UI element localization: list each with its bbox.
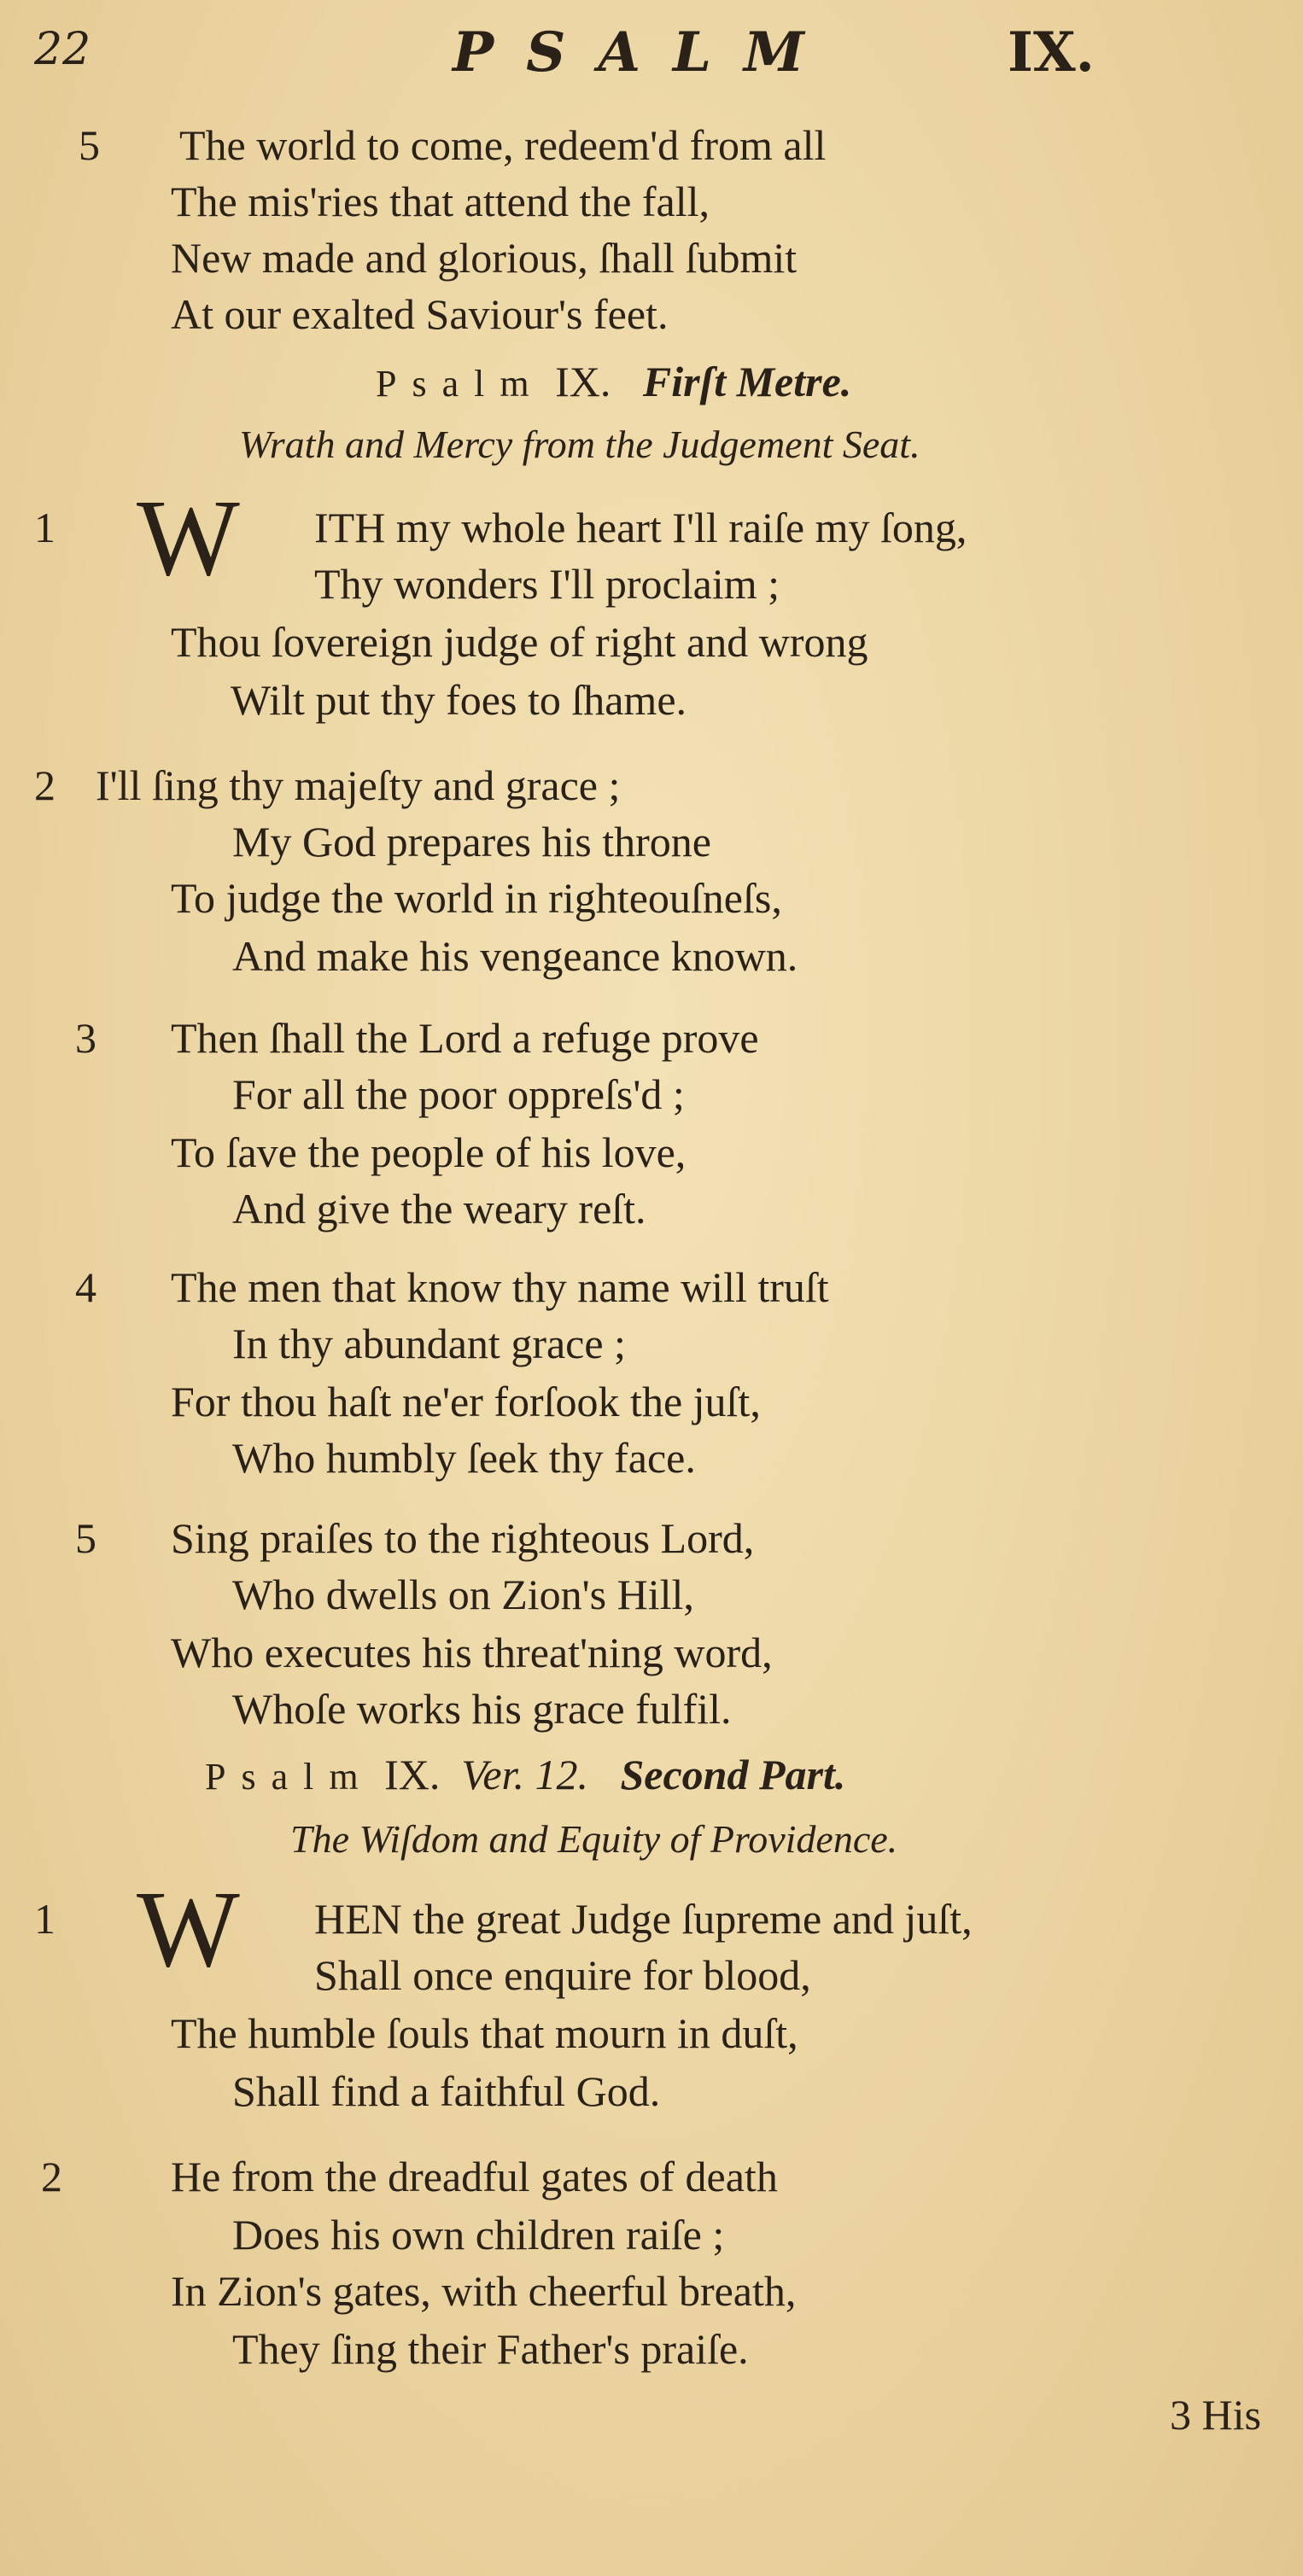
verse-line: The humble ſouls that mourn in duſt, [171, 2009, 798, 2057]
verse-line: In thy abundant grace ; [232, 1320, 626, 1367]
verse-line: Who executes his threat'ning word, [171, 1629, 773, 1676]
psalm-subtitle: Wrath and Mercy from the Judgement Seat. [239, 423, 920, 466]
verse-line: To judge the world in righteouſneſs, [171, 874, 782, 922]
verse-line: Whoſe works his grace fulfil. [232, 1685, 732, 1733]
verse-line: Shall once enquire for blood, [314, 1951, 811, 1999]
verse-line: For thou haſt ne'er forſook the juſt, [171, 1378, 761, 1425]
psalm-subtitle: The Wiſdom and Equity of Providence. [290, 1817, 898, 1861]
verse-line: He from the dreadful gates of death [171, 2153, 778, 2200]
stanza-number: 1 [34, 504, 56, 551]
verse-line: And make his vengeance known. [232, 932, 798, 980]
drop-cap: W [137, 1868, 240, 1990]
psalm-heading: Psalm IX. Firſt Metre. [376, 358, 852, 405]
verse-line: Thy wonders I'll proclaim ; [314, 560, 780, 608]
verse-line: At our exalted Saviour's feet. [171, 290, 669, 338]
verse-line: And give the weary reſt. [232, 1185, 646, 1233]
psalm-heading: Psalm IX. Ver. 12. Second Part. [205, 1751, 846, 1798]
verse-line: Thou ſovereign judge of right and wrong [171, 618, 868, 666]
verse-line: They ſing their Father's praiſe. [232, 2325, 749, 2373]
verse-line: The world to come, redeem'd from all [179, 121, 827, 169]
verse-line: HEN the great Judge ſupreme and juſt, [314, 1895, 973, 1943]
stanza-number: 3 [75, 1014, 96, 1062]
verse-line: In Zion's gates, with cheerful breath, [171, 2267, 797, 2315]
verse-line: The men that know thy name will truſt [171, 1263, 829, 1311]
verse-line: I'll ſing thy majeſty and grace ; [96, 761, 621, 809]
verse-line: To ſave the people of his love, [171, 1128, 687, 1176]
running-title: PSALM [453, 20, 837, 85]
verse-line: The mis'ries that attend the fall, [171, 178, 710, 225]
verse-line: Shall find a faithful God. [232, 2067, 661, 2115]
running-psalm-number: IX. [1008, 20, 1095, 85]
stanza-number: 4 [75, 1263, 96, 1311]
verse-line: For all the poor oppreſs'd ; [232, 1070, 685, 1118]
catchword: 3 His [1170, 2391, 1261, 2439]
verse-line: Who dwells on Zion's Hill, [232, 1571, 694, 1618]
stanza-number: 1 [34, 1895, 56, 1943]
stanza-number: 2 [34, 761, 56, 809]
verse-line: Then ſhall the Lord a refuge prove [171, 1014, 759, 1062]
verse-line: Who humbly ſeek thy face. [232, 1434, 696, 1482]
verse-line: My God prepares his throne [232, 818, 711, 865]
running-header [34, 15, 1144, 92]
verse-line: ITH my whole heart I'll raiſe my ſong, [314, 504, 967, 551]
verse-line: Sing praiſes to the righteous Lord, [171, 1514, 755, 1562]
stanza-number: 5 [75, 1514, 96, 1562]
verse-line: Does his own children raiſe ; [232, 2211, 725, 2258]
drop-cap: W [137, 477, 240, 598]
stanza-number: 5 [79, 121, 100, 169]
verse-line: Wilt put thy foes to ſhame. [231, 676, 687, 724]
page-number: 22 [34, 24, 91, 75]
verse-line: New made and glorious, ſhall ſubmit [171, 234, 798, 282]
stanza-number: 2 [41, 2153, 62, 2200]
